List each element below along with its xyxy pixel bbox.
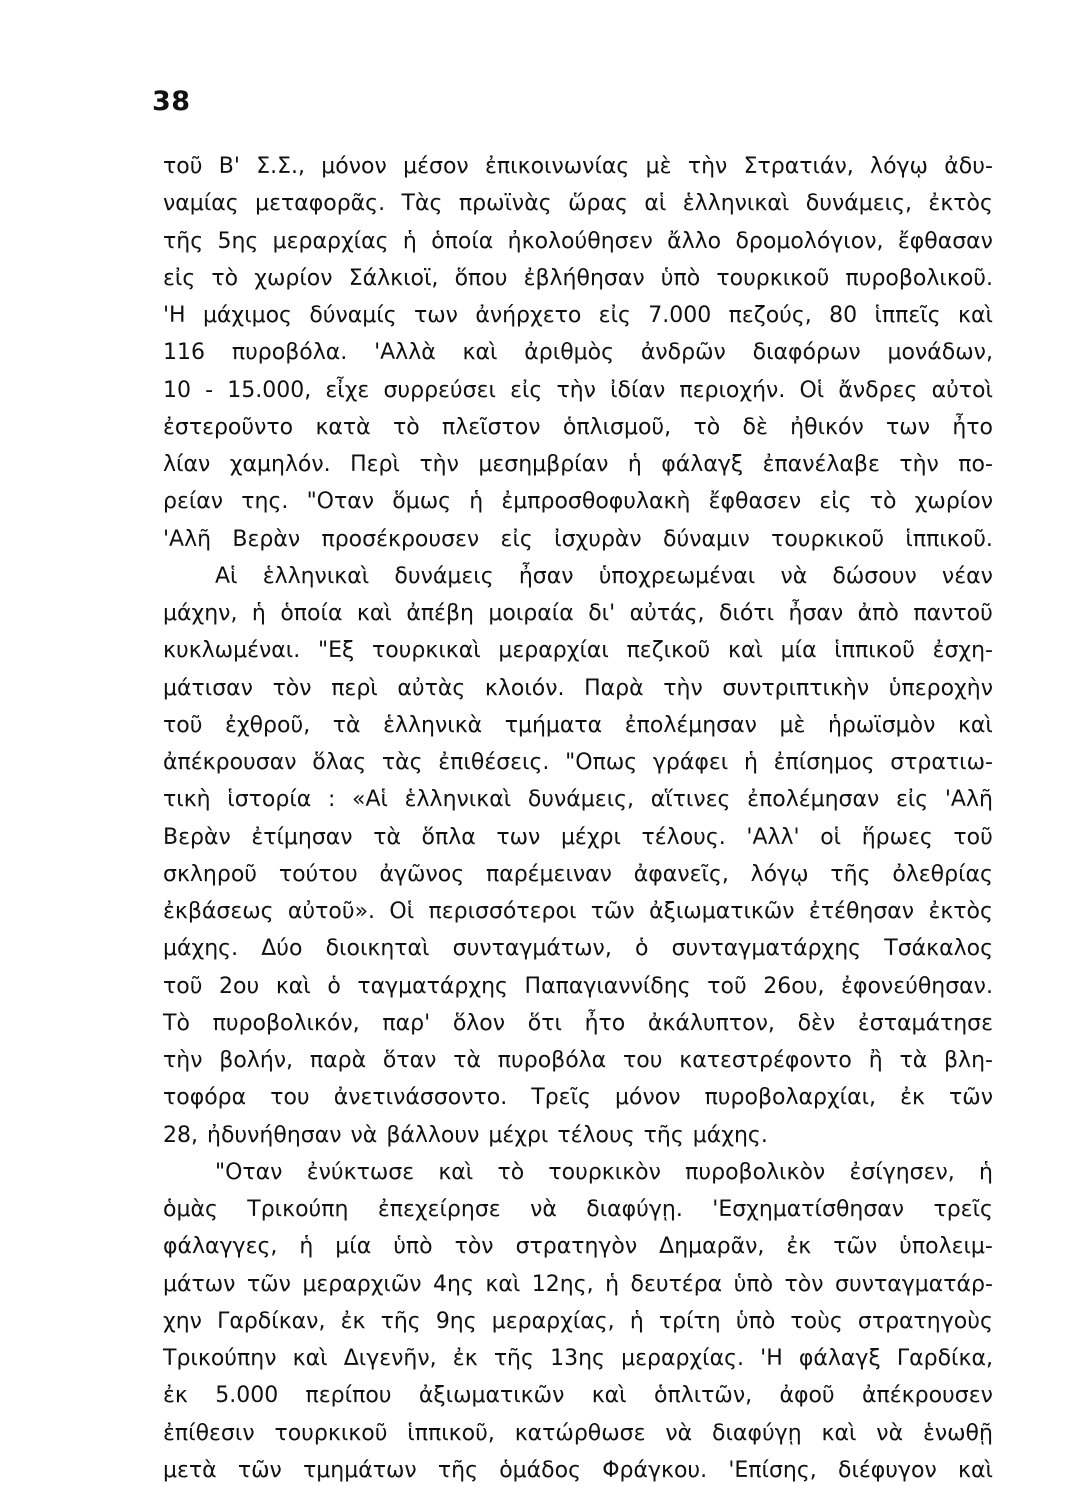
text-line: ἀπέκρουσαν ὅλας τὰς ἐπιθέσεις. "Οπως γράφει ἡ ἐπίσημος στρατιω- bbox=[163, 750, 993, 775]
body-text bbox=[163, 148, 993, 1489]
text-line: 'Η μάχιμος δύναμίς των ἀνήρχετο εἰς 7.000 πεζούς, 80 ἱππεῖς καὶ bbox=[163, 303, 993, 328]
text-line: Αἱ ἑλληνικαὶ δυνάμεις ἦσαν ὑποχρεωμέναι νὰ δώσουν νέαν bbox=[215, 563, 993, 589]
text-line: "Οταν ἐνύκτωσε καὶ τὸ τουρκικὸν πυροβολικὸν ἐσίγησεν, ἡ bbox=[215, 1159, 993, 1185]
text-line: τοῦ 2ου καὶ ὁ ταγματάρχης Παπαγιαννίδης τοῦ 26ου, ἐφονεύθησαν. bbox=[163, 973, 993, 999]
text-line: κυκλωμέναι. "Εξ τουρκικαὶ μεραρχίαι πεζικοῦ καὶ μία ἱππικοῦ ἐσχη- bbox=[163, 638, 993, 664]
text-line: 10 - 15.000, εἶχε συρρεύσει εἰς τὴν ἰδίαν περιοχήν. Οἱ ἄνδρες αὐτοὶ bbox=[163, 377, 993, 403]
text-line: 116 πυροβόλα. 'Αλλὰ καὶ ἀριθμὸς ἀνδρῶν διαφόρων μονάδων, bbox=[163, 340, 993, 366]
text-line: ὁμὰς Τρικούπη ἐπεχείρησε νὰ διαφύγῃ. 'Εσχηματίσθησαν τρεῖς bbox=[163, 1197, 993, 1222]
text-line: ρείαν της. "Οταν ὅμως ἡ ἐμπροσθοφυλακὴ ἔφθασεν εἰς τὸ χωρίον bbox=[163, 489, 993, 515]
text-line: χην Γαρδίκαν, ἐκ τῆς 9ης μεραρχίας, ἡ τρίτη ὑπὸ τοὺς στρατηγοὺς bbox=[163, 1308, 993, 1334]
text-line: σκληροῦ τούτου ἀγῶνος παρέμειναν ἀφανεῖς, λόγῳ τῆς ὀλεθρίας bbox=[163, 861, 993, 887]
text-line: μάχην, ἡ ὁποία καὶ ἀπέβη μοιραία δι' αὐτάς, διότι ἦσαν ἀπὸ παντοῦ bbox=[163, 601, 993, 626]
text-line: μάχης. Δύο διοικηταὶ συνταγμάτων, ὁ συνταγματάρχης Τσάκαλος bbox=[163, 936, 993, 962]
text-line: Βερὰν ἐτίμησαν τὰ ὅπλα των μέχρι τέλους. 'Αλλ' οἱ ἥρωες τοῦ bbox=[163, 824, 993, 850]
text-line: εἰς τὸ χωρίον Σάλκιοϊ, ὅπου ἐβλήθησαν ὑπὸ τουρκικοῦ πυροβολικοῦ. bbox=[163, 265, 993, 291]
text-line: μάτισαν τὸν περὶ αὐτὰς κλοιόν. Παρὰ τὴν συντριπτικὴν ὑπεροχὴν bbox=[163, 675, 993, 701]
text-line: 28, ἠδυνήθησαν νὰ βάλλουν μέχρι τέλους τῆς μάχης. bbox=[163, 1122, 768, 1148]
text-line: λίαν χαμηλόν. Περὶ τὴν μεσημβρίαν ἡ φάλαγξ ἐπανέλαβε τὴν πο- bbox=[163, 452, 993, 477]
text-line: μάτων τῶν μεραρχιῶν 4ης καὶ 12ης, ἡ δευτέρα ὑπὸ τὸν συνταγματάρ- bbox=[163, 1271, 993, 1297]
text-line: φάλαγγες, ἡ μία ὑπὸ τὸν στρατηγὸν Δημαρᾶν, ἐκ τῶν ὑπολειμ- bbox=[163, 1234, 993, 1260]
page-number: 38 bbox=[152, 86, 191, 117]
text-line: τοφόρα του ἀνετινάσσοντο. Τρεῖς μόνον πυροβολαρχίαι, ἐκ τῶν bbox=[163, 1085, 993, 1111]
text-line: ἐκβάσεως αὐτοῦ». Οἱ περισσότεροι τῶν ἀξιωματικῶν ἐτέθησαν ἐκτὸς bbox=[163, 899, 993, 924]
text-line: Τὸ πυροβολικόν, παρ' ὅλον ὅτι ἦτο ἀκάλυπτον, δὲν ἐσταμάτησε bbox=[163, 1010, 993, 1036]
text-line: τοῦ Β' Σ.Σ., μόνον μέσον ἐπικοινωνίας μὲ τὴν Στρατιάν, λόγῳ ἀδυ- bbox=[163, 154, 993, 179]
text-line: 'Αλῆ Βερὰν προσέκρουσεν εἰς ἰσχυρὰν δύναμιν τουρκικοῦ ἱππικοῦ. bbox=[163, 526, 993, 552]
text-line: ἐστεροῦντο κατὰ τὸ πλεῖστον ὁπλισμοῦ, τὸ δὲ ἠθικόν των ἦτο bbox=[163, 414, 993, 440]
text-line: ἐπίθεσιν τουρκικοῦ ἱππικοῦ, κατώρθωσε νὰ διαφύγῃ καὶ νὰ ἑνωθῇ bbox=[163, 1420, 993, 1446]
text-line: μετὰ τῶν τμημάτων τῆς ὁμάδος Φράγκου. 'Επίσης, διέφυγον καὶ bbox=[163, 1457, 993, 1483]
text-line: ναμίας μεταφορᾶς. Τὰς πρωϊνὰς ὥρας αἱ ἑλληνικαὶ δυνάμεις, ἐκτὸς bbox=[163, 191, 993, 217]
text-line: τικὴ ἱστορία : «Αἱ ἑλληνικαὶ δυνάμεις, αἵτινες ἐπολέμησαν εἰς 'Αλῆ bbox=[163, 787, 993, 813]
text-line: τὴν βολήν, παρὰ ὅταν τὰ πυροβόλα του κατεστρέφοντο ἢ τὰ βλη- bbox=[163, 1048, 993, 1073]
text-line: ἐκ 5.000 περίπου ἀξιωματικῶν καὶ ὁπλιτῶν, ἀφοῦ ἀπέκρουσεν bbox=[163, 1383, 993, 1409]
text-line: Τρικούπην καὶ Διγενῆν, ἐκ τῆς 13ης μεραρχίας. 'Η φάλαγξ Γαρδίκα, bbox=[163, 1346, 993, 1371]
text-line: τοῦ ἐχθροῦ, τὰ ἑλληνικὰ τμήματα ἐπολέμησαν μὲ ἡρωϊσμὸν καὶ bbox=[163, 712, 993, 738]
text-line: τῆς 5ης μεραρχίας ἡ ὁποία ἠκολούθησεν ἄλλο δρομολόγιον, ἔφθασαν bbox=[163, 228, 993, 254]
